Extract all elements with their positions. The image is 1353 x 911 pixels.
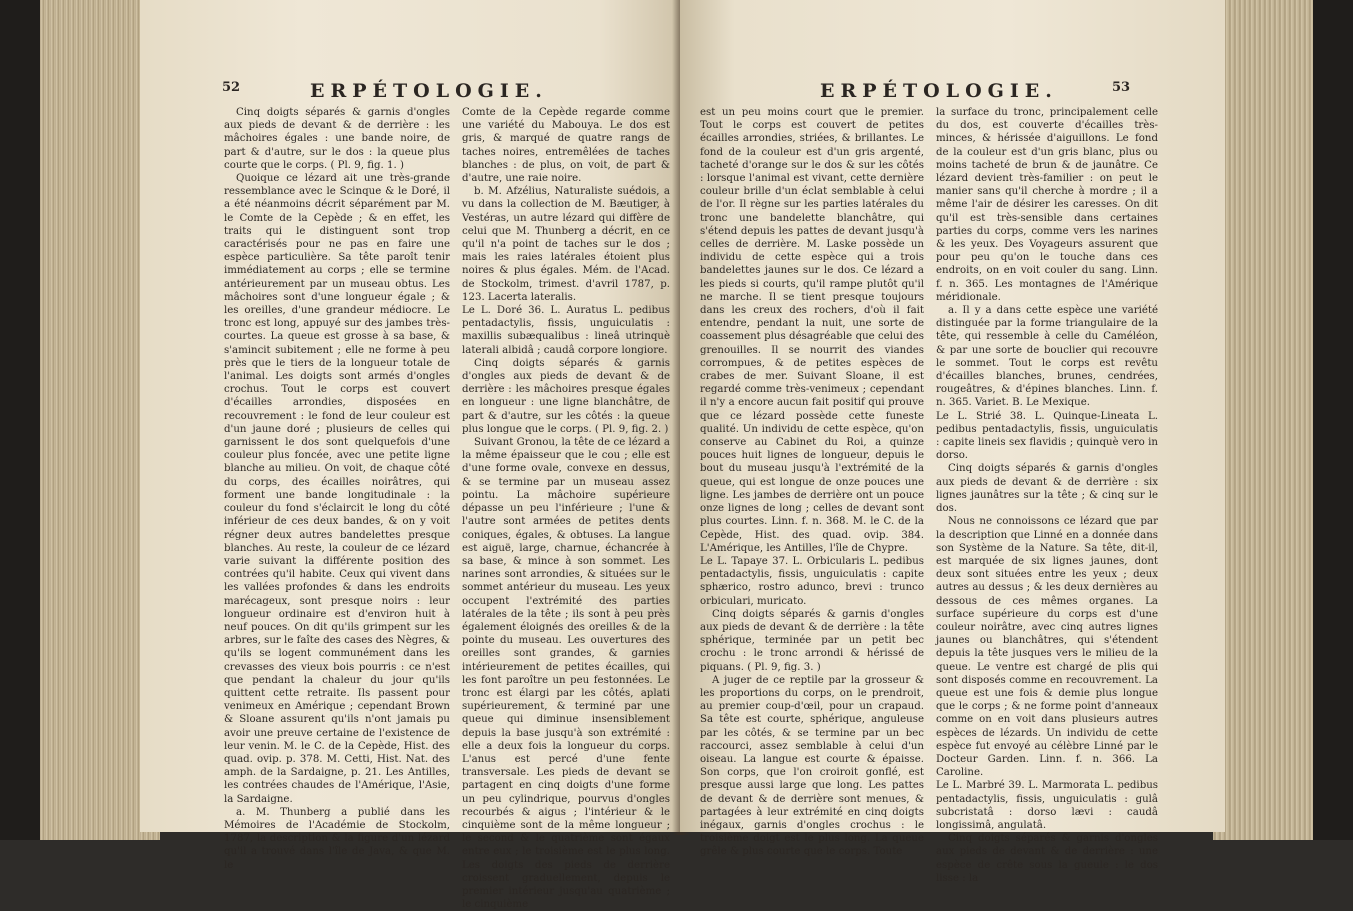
- paragraph: b. M. Afzélius, Naturaliste suédois, a vu dans la collection de M. Bæutiger, à Vestéras, un autre lézard qui diffère de celui que M. Thunberg a décrit, en ce qu'il n'a point de taches sur le dos ; mais les raies latérales étoient plus noires & plus égales. Mém. de l'Acad. de Stockolm, trimest. d'avril 1787, p. 123. Lacerta lateralis.: [462, 186, 670, 303]
- paragraph: la surface du tronc, principalement celle du dos, est couverte d'écailles très-minces, & hérissée d'aiguillons. Le fond de la couleur est d'un gris blanc, plus ou moins tacheté de brun & de jaunâtre. Ce lézard devient très-familier : on peut le manier sans qu'il cherche à mordre ; il a même l'air de désirer les caresses. On dit qu'il est très-sensible dans certaines parties du corps, comme vers les narines & les yeux. Des Voyageurs assurent que pour peu qu'on le touche dans ces endroits, on en voit couler du sang. Linn. f. n. 365. Les montagnes de l'Amérique méridionale.: [936, 107, 1158, 303]
- left-running-head: ERPÉTOLOGIE.: [310, 80, 548, 102]
- paragraph: Cinq doigts séparés & garnis d'ongles aux pieds de devant & de derrière : les mâchoires presque égales en longueur : une ligne blanchâtre, de part & d'autre, sur les côtés : la queue plus longue que le corps. ( Pl. 9, fig. 2. ): [462, 357, 670, 435]
- left-cover-shadow: [0, 0, 40, 840]
- paragraph: a. Il y a dans cette espèce une variété distinguée par la forme triangulaire de la tête, qui ressemble à celle du Caméléon, & par une sorte de bouclier qui recouvre le sommet. Tout le corps est revêtu d'écailles blanches, brunes, cendrées, rougeâtres, & d'épines blanches. Linn. f. n. 365. Variet. B. Le Mexique.: [936, 305, 1158, 409]
- species-heading: Le L. Marbré 39. L. Marmorata L. pedibus pentadactylis, fissis, unguiculatis : gulâ subcristatâ : dorso lævi : caudâ longissimâ, angulatâ.: [936, 780, 1158, 831]
- paragraph: Cinq doigts séparés & garnis d'ongles aux pieds de devant & de derrière : une espèce de crête sous la gueule : le dos lisse : la: [936, 833, 1158, 884]
- paragraph: Cinq doigts séparés & garnis d'ongles aux pieds de devant & de derrière : les mâchoires égales : une bande noire, de part & d'autre, sur le dos : la queue plus courte que le corps. ( Pl. 9, fig. 1. ): [224, 107, 450, 171]
- right-column-1: [700, 106, 924, 859]
- left-column-2: [462, 106, 670, 911]
- species-heading: Le L. Strié 38. L. Quinque-Lineata L. pedibus pentadactylis, fissis, unguiculatis : capite lineis sex flavidis ; quinquè vero in dorso.: [936, 410, 1158, 462]
- right-column-2: [936, 106, 1158, 885]
- paragraph: Cinq doigts séparés & garnis d'ongles aux pieds de devant & de derrière : six lignes jaunâtres sur la tête ; & cinq sur le dos.: [936, 463, 1158, 515]
- left-column-1: [224, 106, 450, 872]
- right-page-number: 53: [1112, 80, 1131, 95]
- right-page: [680, 0, 1225, 884]
- paragraph: a. M. Thunberg a publié dans les Mémoires de l'Académie de Stockolm, 1787, la description & la figure d'un lézard qu'il a trouvé dans l'île de Java, & que M. le: [224, 806, 450, 871]
- paragraph: est un peu moins court que le premier. Tout le corps est couvert de petites écailles arrondies, striées, & brillantes. Le fond de la couleur est d'un gris argenté, tacheté d'orange sur le dos & sur les côtés : lorsque l'animal est vivant, cette dernière couleur brille d'un éclat semblable à celui de l'or. Il règne sur les parties latérales du tronc une bandelette blanchâtre, qui s'étend depuis les pattes de devant jusqu'à celles de derrière. M. Laske possède un individu de cette espèce qui a trois bandelettes jaunes sur le dos. Ce lézard a les pieds si courts, qu'il rampe plutôt qu'il ne marche. Il se tient presque toujours dans les creux des rochers, d'où il fait entendre, pendant la nuit, une sorte de coassement plus désagréable que celui des grenouilles. Il se nourrit des viandes corrompues, & de petites espèces de crabes de mer. Suivant Sloane, il est regardé comme très-venimeux ; cependant il n'y a encore aucun fait positif qui prouve que ce lézard possède cette funeste qualité. Un individu de cette espèce, qu'on conserve au Cabinet du Roi, a quinze pouces huit lignes de longueur, depuis le bout du museau jusqu'à l'extrémité de la queue, qui est longue de onze pouces une ligne. Les jambes de derrière ont un pouce onze lignes de long ; celles de devant sont plus courtes. Linn. f. n. 368. M. le C. de la Cepède, Hist. des quad. ovip. 384. L'Amérique, les Antilles, l'île de Chypre.: [700, 107, 924, 554]
- paragraph: Cinq doigts séparés & garnis d'ongles aux pieds de devant & de derrière : la tête sphérique, terminée par un petit bec crochu : le tronc arrondi & hérissé de piquans. ( Pl. 9, fig. 3. ): [700, 608, 924, 673]
- right-running-head: ERPÉTOLOGIE.: [820, 80, 1058, 102]
- species-heading: Le L. Doré 36. L. Auratus L. pedibus pentadactylis, fissis, unguiculatis : maxillis subæqualibus : lineâ utrinquè laterali albidâ ; caudâ corpore longiore.: [462, 305, 670, 356]
- paragraph: Comte de la Cepède regarde comme une variété du Mabouya. Le dos est gris, & marqué de quatre rangs de taches noires, entremêlées de taches blanches : de plus, on voit, de part & d'autre, une raie noire.: [462, 107, 670, 185]
- paragraph: Nous ne connoissons ce lézard que par la description que Linné en a donnée dans son Système de la Nature. Sa tête, dit-il, est marquée de six lignes jaunes, dont deux sont situées entre les yeux ; deux autres au dessus ; & les deux dernières au dessous de ces mêmes organes. La surface supérieure du corps est d'une couleur noirâtre, avec cinq autres lignes jaunes ou blanchâtres, qui s'étendent depuis la tête jusques vers le milieu de la queue. Le ventre est chargé de plis qui sont disposés comme en recouvrement. La queue est une fois & demie plus longue que le corps ; & ne forme point d'anneaux comme on en voit dans plusieurs autres espèces de lézards. Un individu de cette espèce fut envoyé au célèbre Linné par le Docteur Garden. Linn. f. n. 366. La Caroline.: [936, 516, 1158, 779]
- paragraph: A juger de ce reptile par la grosseur & les proportions du corps, on le prendroit, au premier coup-d'œil, pour un crapaud. Sa tête est courte, sphérique, anguleuse par les côtés, & se termine par un bec raccourci, assez semblable à celui d'un oiseau. La langue est courte & épaisse. Son corps, que l'on croiroit gonflé, est presque aussi large que long. Les pattes de devant & de derrière sont menues, & partagées à leur extrémité en cinq doigts inégaux, garnis d'ongles crochus : le troisième doigt est le plus long. La queue grêle & plus courte que le corps. Toute: [700, 674, 924, 858]
- species-heading: Le L. Tapaye 37. L. Orbicularis L. pedibus pentadactylis, fissis, unguiculatis : capite sphærico, rostro adunco, brevi : trunco orbiculari, muricato.: [700, 555, 924, 607]
- left-page: [140, 0, 680, 911]
- left-page-number: 52: [222, 80, 241, 95]
- right-cover-shadow: [1313, 0, 1353, 840]
- paragraph: Suivant Gronou, la tête de ce lézard a la même épaisseur que le cou ; elle est d'une forme ovale, convexe en dessus, & se termine par un museau assez pointu. La mâchoire supérieure dépasse un peu l'inférieure ; l'une & l'autre sont armées de petites dents coniques, égales, & obtuses. La langue est aiguë, large, charnue, échancrée à sa base, & mince à son sommet. Les narines sont arrondies, & situées sur le sommet antérieur du museau. Les yeux occupent l'extrémité des parties latérales de la tête ; ils sont à peu près également éloignés des oreilles & de la pointe du museau. Les ouvertures des oreilles sont grandes, & garnies intérieurement de petites écailles, qui les font paroître un peu festonnées. Le tronc est élargi par les côtés, aplati supérieurement, & terminé par une queue qui diminue insensiblement depuis la base jusqu'à son extrémité : elle a deux fois la longueur du corps. L'anus est percé d'une fente transversale. Les pieds de devant se partagent en cinq doigts d'une forme un peu cylindrique, pourvus d'ongles recourbés & aigus ; l'intérieur & le cinquième sont de la même longueur ; le second & le quatrième sont égaux entre eux ; le troisième est le plus long. Les doigts des pieds de derrière croissent graduellement, depuis le premier intérieur jusqu'au quatrième ; le cinquième: [462, 437, 670, 911]
- paragraph: Quoique ce lézard ait une très-grande ressemblance avec le Scinque & le Doré, il a été néanmoins décrit séparément par M. le Comte de la Cepède ; & en effet, les traits qui le distinguent sont trop caractérisés pour ne pas en faire une espèce particulière. Sa tête paroît tenir immédiatement au corps ; elle se termine antérieurement par un museau obtus. Les mâchoires sont d'une longueur égale ; & les oreilles, d'une grandeur médiocre. Le tronc est long, appuyé sur des jambes très-courtes. La queue est grosse à sa base, & s'amincit subitement ; elle ne forme à peu près que le tiers de la longueur totale de l'animal. Les doigts sont armés d'ongles crochus. Tout le corps est couvert d'écailles arrondies, disposées en recouvrement : le fond de leur couleur est d'un jaune doré ; plusieurs de celles qui garnissent le dos sont quelquefois d'une couleur plus foncée, avec une petite ligne blanche au milieu. On voit, de chaque côté du corps, des écailles noirâtres, qui forment une bande longitudinale : la couleur du fond s'éclaircit le long du côté inférieur de ces deux bandes, & on y voit régner deux autres bandelettes presque blanches. Au reste, la couleur de ce lézard varie suivant la différente position des contrées qu'il habite. Ceux qui vivent dans les vallées profondes & dans les endroits marécageux, sont presque noirs : leur longueur ordinaire est d'environ huit à neuf pouces. On dit qu'ils grimpent sur les arbres, sur le faîte des cases des Nègres, & qu'ils se logent communément dans les crevasses des vieux bois pourris : ce n'est que pendant la chaleur du jour qu'ils quittent cette retraite. Ils passent pour venimeux en Amérique ; cependant Brown & Sloane assurent qu'ils n'ont jamais pu avoir une preuve certaine de l'existence de leur venin. M. le C. de la Cepède, Hist. des quad. ovip. p. 378. M. Cetti, Hist. Nat. des amph. de la Sardaigne, p. 21. Les Antilles, les contrées chaudes de l'Amérique, l'Asie, la Sardaigne.: [224, 173, 450, 805]
